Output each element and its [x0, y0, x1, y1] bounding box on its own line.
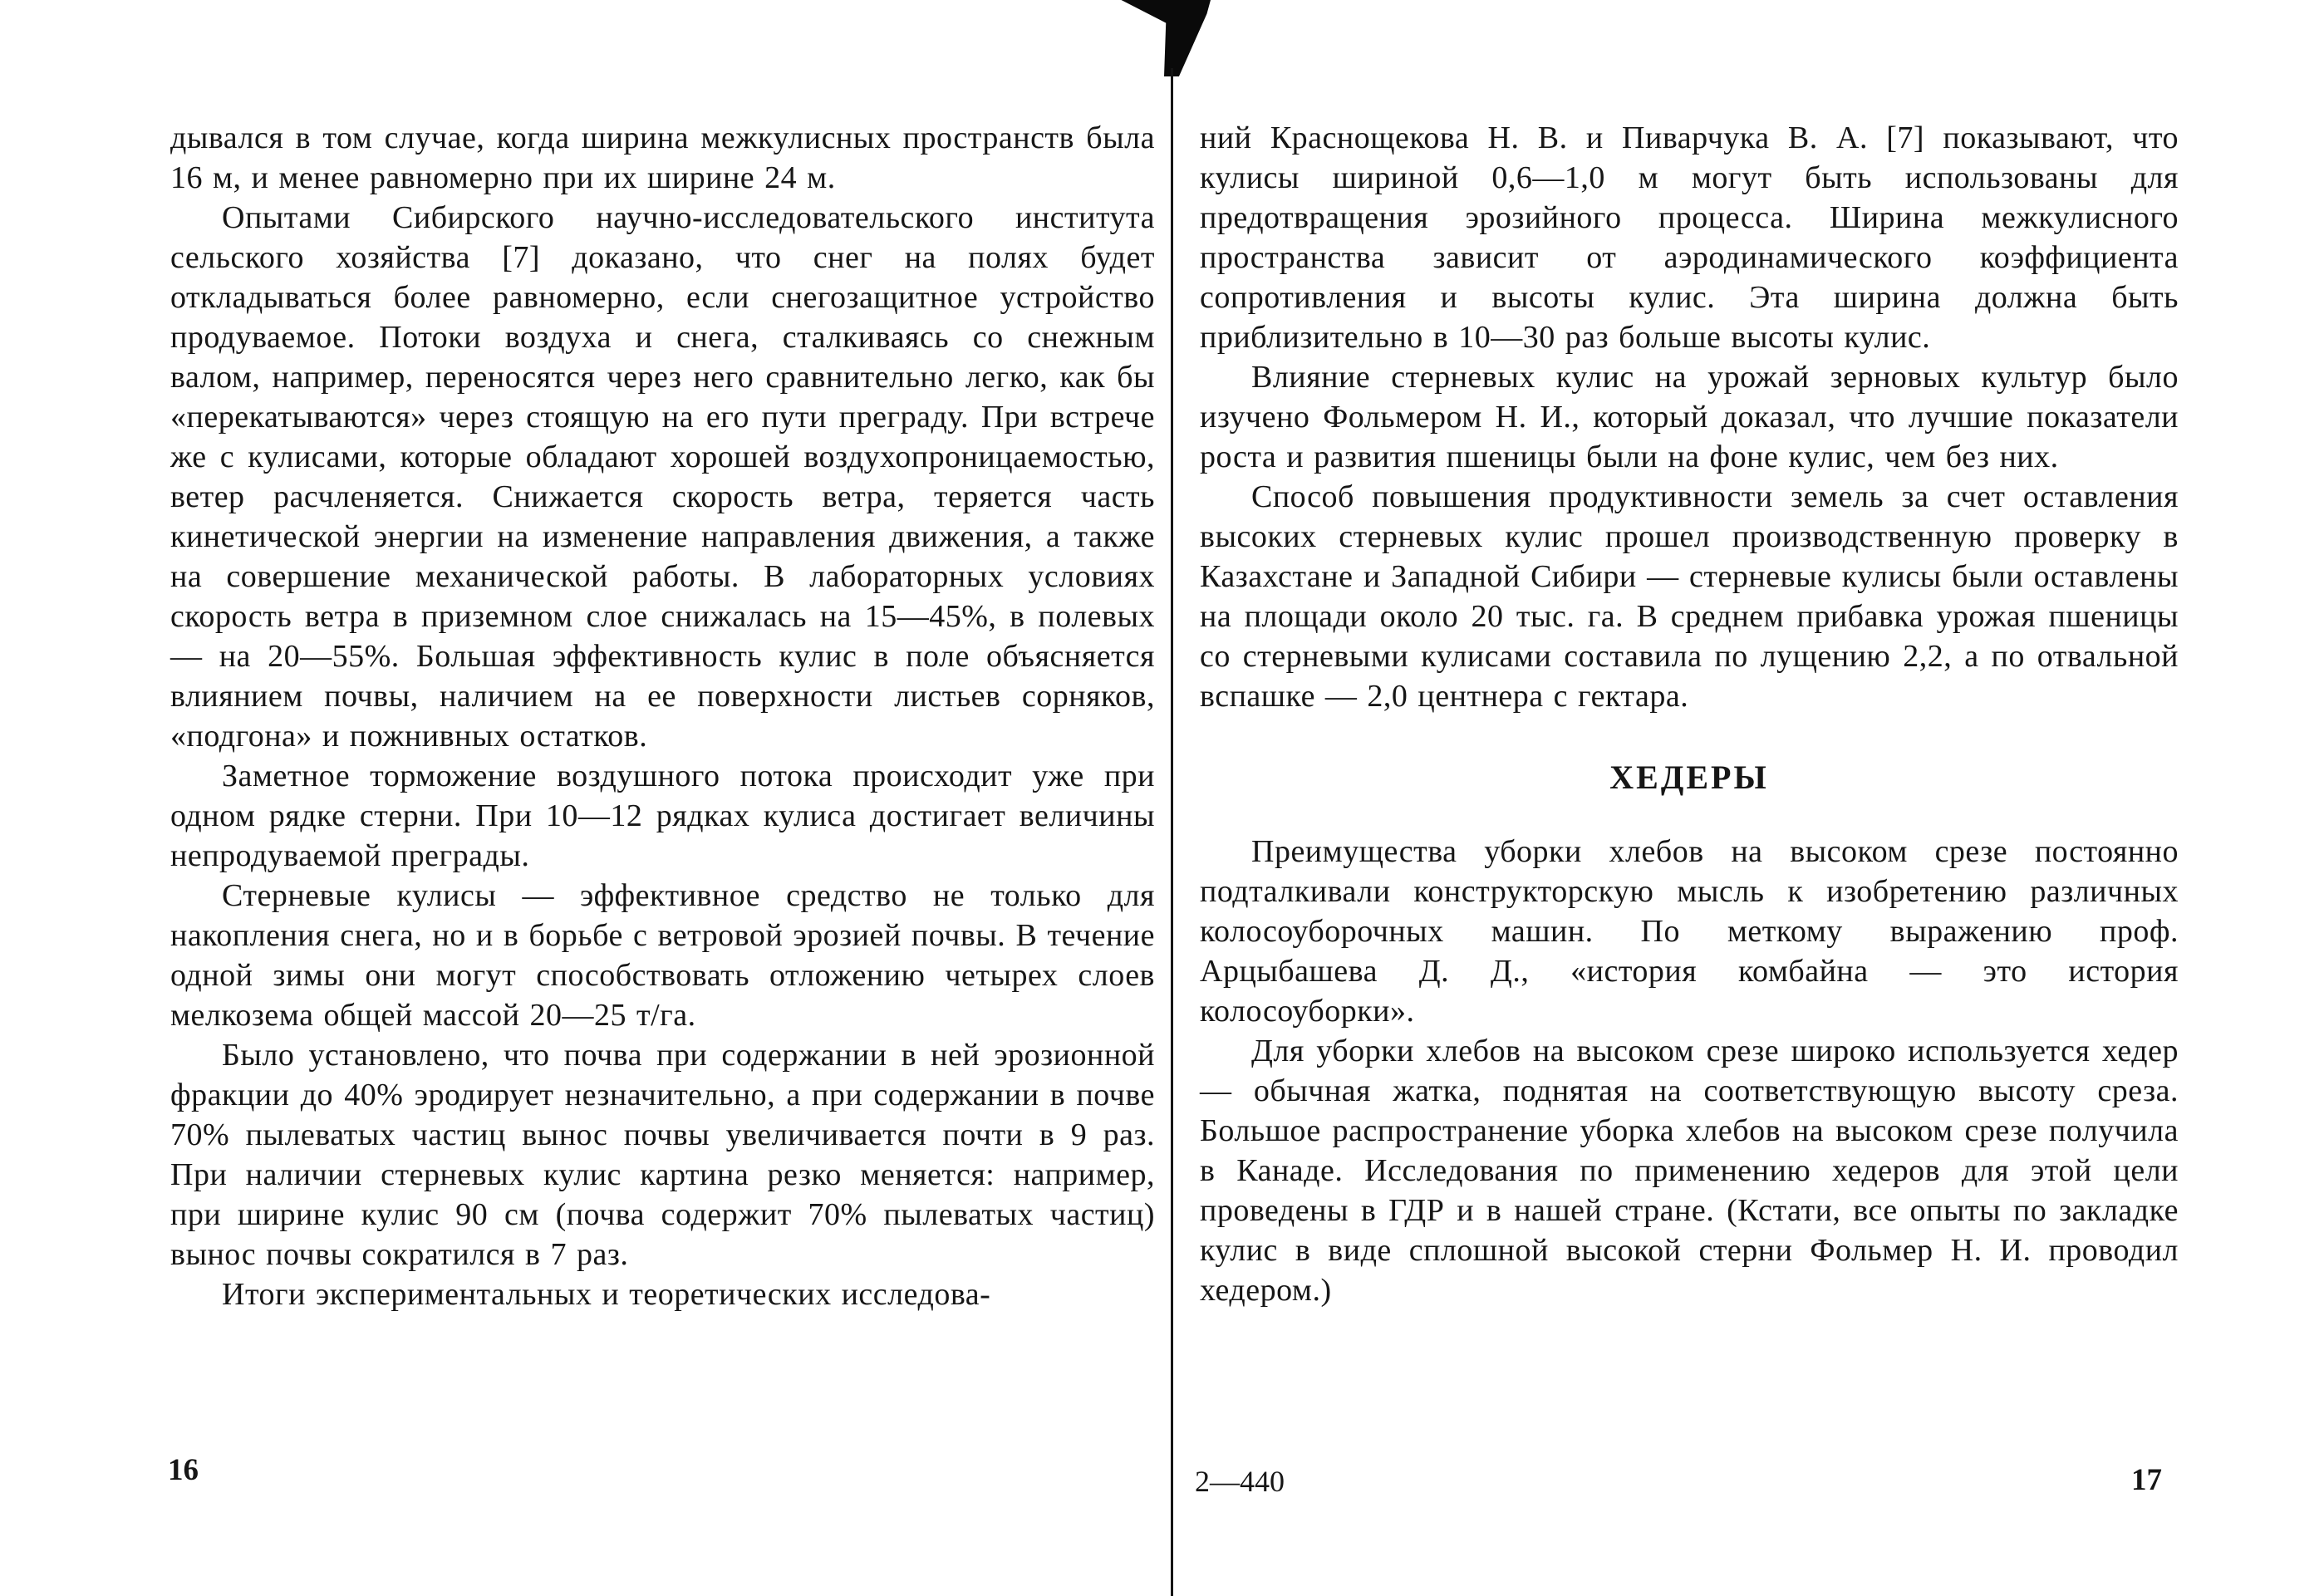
paragraph: ний Краснощекова Н. В. и Пиварчука В. А. [7] показывают, что кулисы шириной 0,6—1,0 м могут быть использованы для предотвращения эрозийного процесса. Ширина межкулисного пространства зависит от аэродинамического коэффициента сопротивления и высоты кулис. Эта ширина должна быть приблизительно в 10—30 раз больше высоты кулис.	[1200, 120, 2179, 355]
page-number-right: 17	[2131, 1463, 2162, 1497]
paragraph: Способ повышения продуктивности земель за счет оставления высоких стерневых кулис прошел производственную проверку в Казахстане и Западной Сибири — стерневые кулисы были оставлены на площади около 20 тыс. га. В среднем прибавка урожая пшеницы со стерневыми кулисами составила по лущению 2,2, а по отвальной вспашке — 2,0 центнера с гектара.	[1200, 479, 2179, 714]
paragraph: дывался в том случае, когда ширина межкулисных пространств была 16 м, и менее равномерно при их ширине 24 м.	[170, 120, 1155, 195]
printer-signature-mark: 2—440	[1195, 1465, 1285, 1498]
paragraph: Для уборки хлебов на высоком срезе широко используется хедер — обычная жатка, поднятая на соответствующую высоту среза. Большое распространение уборка хлебов на высоком срезе получила в Канаде. Исследования по применению хедеров для этой цели проведены в ГДР и в нашей стране. (Кстати, все опыты по закладке кулис в виде сплошной высокой стерни Фольмер Н. И. проводил хедером.)	[1200, 1034, 2179, 1308]
paragraph: Заметное торможение воздушного потока происходит уже при одном рядке стерни. При 10—12 рядках кулиса достигает величины непродуваемой преграды.	[170, 759, 1155, 873]
left-text-column	[170, 118, 1155, 1314]
paragraph: Было установлено, что почва при содержании в ней эрозионной фракции до 40% эродирует незначительно, а при содержании в почве 70% пылеватых частиц вынос почвы увеличивается почти в 9 раз. При наличии стерневых кулис картина резко меняется: например, при ширине кулис 90 см (почва содержит 70% пылеватых частиц) вынос почвы сократился в 7 раз.	[170, 1038, 1155, 1272]
paragraph: Стерневые кулисы — эффективное средство не только для накопления снега, но и в борьбе с ветровой эрозией почвы. В течение одной зимы они могут способствовать отложению четырех слоев мелкозема общей массой 20—25 т/га.	[170, 878, 1155, 1033]
paragraph: Влияние стерневых кулис на урожай зерновых культур было изучено Фольмером Н. И., который доказал, что лучшие показатели роста и развития пшеницы были на фоне кулис, чем без них.	[1200, 360, 2179, 474]
paragraph: Опытами Сибирского научно-исследовательского института сельского хозяйства [7] доказано, что снег на полях будет откладываться более равномерно, если снегозащитное устройство продуваемое. Потоки воздуха и снега, сталкиваясь со снежным валом, например, переносятся через него сравнительно легко, как бы «перекатываются» через стоящую на его пути преграду. При встрече же с кулисами, которые обладают хорошей воздухопроницаемостью, ветер расчленяется. Снижается скорость ветра, теряется часть кинетической энергии на изменение направления движения, а также на совершение механической работы. В лабораторных условиях скорость ветра в приземном слое снижалась на 15—45%, в полевых — на 20—55%. Большая эффективность кулис в поле объясняется влиянием почвы, наличием на ее поверхности листьев сорняков, «подгона» и пожнивных остатков.	[170, 200, 1155, 754]
section-heading: ХЕДЕРЫ	[1609, 759, 1769, 796]
paragraph: Итоги экспериментальных и теоретических исследова-	[222, 1277, 991, 1312]
binding-ink-mark	[1118, 0, 1211, 76]
paragraph: Преимущества уборки хлебов на высоком срезе постоянно подталкивали конструкторскую мысль к изобретению различных колосоуборочных машин. По меткому выражению проф. Арцыбашева Д. Д., «история комбайна — это история колосоуборки».	[1200, 834, 2179, 1029]
page-number-left: 16	[168, 1453, 199, 1487]
page-divider-line	[1171, 68, 1173, 1596]
right-text-column	[1200, 118, 2179, 1310]
